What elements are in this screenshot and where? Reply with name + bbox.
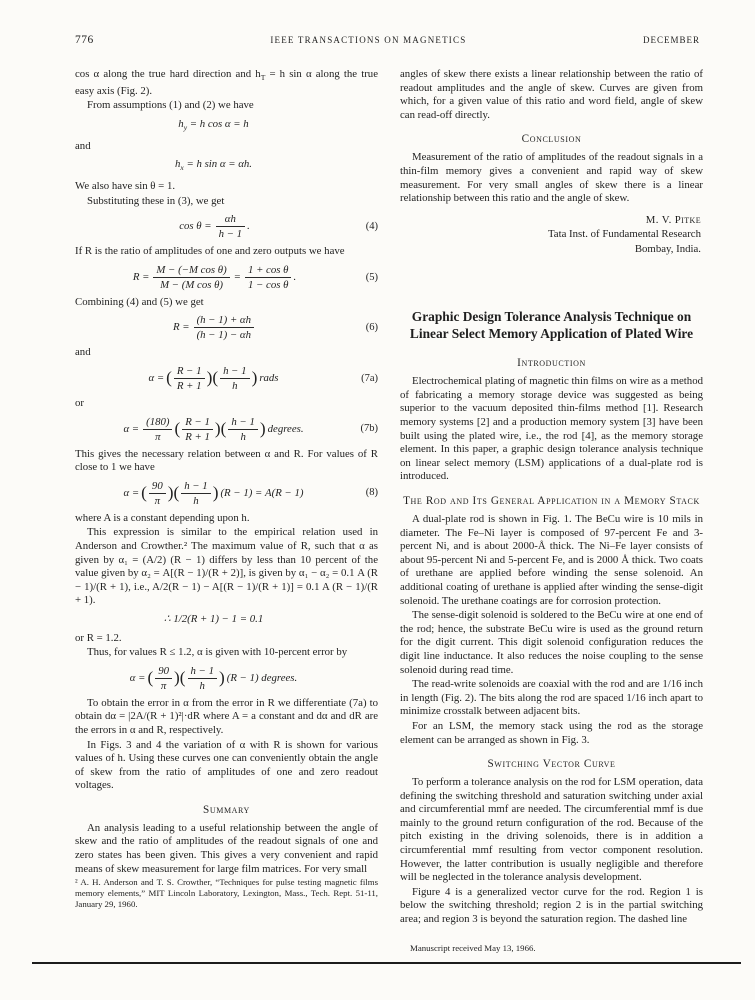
close-paren: ) bbox=[214, 418, 221, 438]
page-bottom-rule bbox=[32, 962, 741, 964]
paragraph: The sense-digit solenoid is soldered to the BeCu wire at one end of the rod; hence, the substrate BeCu wire is used as the ground return for the digit current. This digit solenoid configuration reduces the digit line inductance. It also reduces the noise coupling to the sense solenoid during read time. bbox=[400, 609, 703, 676]
close-paren: ) bbox=[174, 667, 180, 687]
denominator: R + 1 bbox=[185, 430, 210, 443]
math-var: h bbox=[178, 117, 184, 130]
equation-number: (4) bbox=[365, 220, 378, 232]
equation-body bbox=[75, 480, 352, 507]
denominator: (h − 1) − αh bbox=[196, 329, 252, 342]
denominator: R + 1 bbox=[176, 380, 202, 392]
right-column bbox=[400, 68, 703, 954]
close-paren: ) bbox=[218, 667, 225, 687]
subscript: y bbox=[183, 123, 188, 133]
denominator: 1 − cos θ bbox=[247, 278, 289, 291]
denominator: h bbox=[232, 380, 238, 392]
math-text: (R − 1) degrees. bbox=[226, 671, 298, 684]
paragraph: An analysis leading to a useful relationship between the angle of skew and the ratio of amplitudes of the readout signals of one and zero states has been given. This gives a very convenient and rapid means of skew measurement for large film matrices. For very small bbox=[75, 821, 378, 875]
equation-number: (7b) bbox=[360, 423, 378, 435]
open-paren: ( bbox=[212, 368, 219, 388]
denominator: π bbox=[160, 679, 167, 692]
paragraph: or R = 1.2. bbox=[75, 631, 122, 644]
paragraph: Substituting these in (3), we get bbox=[87, 194, 225, 207]
fraction bbox=[149, 480, 166, 507]
close-paren: ) bbox=[259, 418, 266, 438]
denominator: h bbox=[240, 430, 246, 443]
equation-body bbox=[75, 264, 352, 291]
open-paren: ( bbox=[141, 482, 147, 502]
paragraph-continuation: angles of skew there exists a linear relationship between the ratio of readout amplitudes and the angle of skew. Curves are given from which, for a given value of this ratio and word field, angle of skew can read-off directly. bbox=[400, 68, 703, 121]
equation-7a bbox=[75, 365, 378, 392]
fraction bbox=[155, 665, 172, 692]
equation-hy bbox=[75, 118, 378, 135]
section-heading-introduction: Introduction bbox=[517, 357, 586, 370]
section-heading-conclusion: Conclusion bbox=[521, 133, 582, 146]
equation-body bbox=[75, 314, 352, 341]
paragraph: This gives the necessary relation between α and R. For values of R close to 1 we have bbox=[75, 447, 378, 474]
paragraph: From assumptions (1) and (2) we have bbox=[87, 99, 254, 112]
equation-number: (6) bbox=[365, 322, 378, 334]
running-header bbox=[75, 34, 700, 46]
numerator: h − 1 bbox=[181, 480, 210, 494]
equation-4 bbox=[75, 213, 378, 240]
numerator: R − 1 bbox=[182, 416, 213, 430]
author-name: M. V. Pitke bbox=[645, 213, 701, 226]
math-text: (R − 1) = A(R − 1) bbox=[220, 486, 304, 499]
denominator: π bbox=[155, 430, 161, 443]
denominator: M − (M cos θ) bbox=[160, 278, 224, 291]
open-paren: ( bbox=[220, 418, 227, 438]
numerator: h − 1 bbox=[228, 416, 257, 430]
close-paren: ) bbox=[206, 368, 213, 388]
subscript: x bbox=[180, 163, 184, 173]
journal-title: IEEE TRANSACTIONS ON MAGNETICS bbox=[270, 35, 467, 45]
fraction bbox=[174, 365, 205, 392]
fraction bbox=[194, 314, 254, 341]
fraction bbox=[181, 480, 210, 507]
two-column-body bbox=[75, 68, 703, 954]
left-column bbox=[75, 68, 378, 954]
numerator: (h − 1) + αh bbox=[194, 314, 254, 328]
math-text: rads bbox=[259, 371, 279, 384]
math-text: α = bbox=[123, 422, 140, 435]
math-text: α = bbox=[129, 671, 146, 684]
numerator: 1 + cos θ bbox=[245, 264, 291, 278]
issue-month: DECEMBER bbox=[642, 35, 700, 45]
page-number: 776 bbox=[75, 34, 94, 46]
fraction bbox=[153, 264, 229, 291]
numerator: 90 bbox=[149, 480, 166, 494]
paragraph: Electrochemical plating of magnetic thin films on wire as a method of fabricating a memory storage device was suggested as being superior to the vacuum deposited thin-films method [1]. Research memory systems [2] and a production memory system [3] have been built using the plated wire, i.e., the rod [4], as the memory storage element. In this paper, a graphic design tolerance analysis technique on linear select memory (LSM) applications of a dual-plate rod is introduced. bbox=[400, 375, 703, 483]
math-text: R = bbox=[132, 270, 150, 283]
equation-hx bbox=[75, 158, 378, 175]
numerator: (180) bbox=[143, 416, 172, 430]
section-heading-summary: Summary bbox=[203, 803, 250, 816]
equation-body bbox=[75, 213, 352, 240]
open-paren: ( bbox=[147, 667, 154, 687]
paragraph: where A is a constant depending upon h. bbox=[75, 511, 250, 524]
close-paren: ) bbox=[212, 482, 219, 502]
author-affiliation: Tata Inst. of Fundamental Research bbox=[547, 228, 701, 241]
math-text: cos θ = bbox=[179, 220, 212, 233]
open-paren: ( bbox=[174, 418, 181, 438]
paragraph: For an LSM, the memory stack using the rod as the storage element can be arranged as shown in Fig. 3. bbox=[400, 719, 703, 746]
equation-8 bbox=[75, 480, 378, 507]
math-text: = h sin α = αh. bbox=[183, 158, 252, 171]
numerator: M − (−M cos θ) bbox=[153, 264, 229, 278]
paragraph: To perform a tolerance analysis on the rod for LSM operation, data defining the switching threshold and saturation switching under axial and circumferential mmf are needed. The circumferential mmf is due mainly to the ground return configuration of the rod. Because of the pitch existing in the driving solenoids, there is in addition a circumferential mmf resulting from vector component resolution. However, the latter contribution is usually negligible and therefore will be neglected in the tolerance analysis development. bbox=[400, 776, 703, 884]
fraction bbox=[182, 416, 213, 443]
denominator: h bbox=[193, 494, 199, 507]
open-paren: ( bbox=[179, 667, 186, 687]
fraction bbox=[188, 665, 217, 692]
paragraph: This expression is similar to the empirical relation used in Anderson and Crowther.² The maximum value of R, such that α as given by α₁ = (A/2) (R − 1) differs by less than 10 percent of the value given by α₂ = A[(R − 1)/(R + 2)], is given by α₁ − α₂ = 0.1 A (R − 1)/(R + 1), i.e., A/2(R − 1) − A[(R − 1)/(R + 1)] = 0.1 A (R − 1)/(R + 1). bbox=[75, 526, 378, 607]
text-run: = h sin α along the true easy axis (Fig. 2). bbox=[75, 68, 378, 97]
close-paren: ) bbox=[167, 482, 174, 502]
connector-word: and bbox=[75, 139, 91, 152]
equation-body bbox=[75, 118, 352, 135]
math-text: . bbox=[293, 270, 297, 283]
numerator: αh bbox=[216, 213, 245, 227]
numerator: h − 1 bbox=[220, 365, 249, 379]
paragraph: If R is the ratio of amplitudes of one and zero outputs we have bbox=[75, 245, 345, 258]
text-run: cos α along the true hard direction and h bbox=[75, 68, 261, 80]
close-paren: ) bbox=[251, 368, 258, 388]
paragraph: A dual-plate rod is shown in Fig. 1. The BeCu wire is 10 mils in diameter. The Fe–Ni layer is composed of 97-percent Fe and 3-percent Ni, and is about 2000-Å thick. The Ni–Fe layer consists of about 95-percent Ni and 5-percent Fe, and is 2000 Å thick. Two coats of urethane are applied before winding the sense solenoid. An additional coating of urethane is applied after winding the sense-digit solenoid. The urethane coatings are for corrosion protection. bbox=[400, 513, 703, 607]
fraction bbox=[216, 213, 245, 240]
equation-body bbox=[75, 158, 352, 175]
fraction bbox=[143, 416, 172, 443]
section-heading-switching: Switching Vector Curve bbox=[487, 758, 616, 771]
math-text: . bbox=[247, 220, 250, 233]
paragraph: To obtain the error in α from the error in R we differentiate (7a) to obtain dα = |2A/(R + 1)²|·dR where A = a constant and dα and dR are the errors in α and R, respectively. bbox=[75, 696, 378, 736]
equation-5 bbox=[75, 264, 378, 291]
paragraph-continuation bbox=[75, 68, 378, 98]
open-paren: ( bbox=[166, 368, 172, 388]
math-text: degrees. bbox=[267, 422, 304, 435]
author-block bbox=[400, 213, 701, 257]
equation-number: (7a) bbox=[361, 372, 378, 384]
equation-therefore bbox=[75, 613, 378, 627]
denominator: h bbox=[199, 679, 205, 692]
author-city: Bombay, India. bbox=[634, 242, 701, 255]
paragraph: Combining (4) and (5) we get bbox=[75, 295, 204, 308]
equation-number: (8) bbox=[365, 487, 378, 499]
equation-number: (5) bbox=[365, 271, 378, 283]
open-paren: ( bbox=[173, 482, 180, 502]
math-var: h bbox=[175, 158, 181, 171]
numerator: R − 1 bbox=[174, 365, 205, 379]
article-title: Graphic Design Tolerance Analysis Technique on Linear Select Memory Application of Plated Wire bbox=[409, 309, 694, 342]
paragraph: Measurement of the ratio of amplitudes of the readout signals in a thin-film memory gives a convenient and rapid way of skew measurement. For very small angles of skew there is a linear relationship between this ratio and the angle of skew. bbox=[400, 151, 703, 205]
numerator: h − 1 bbox=[188, 665, 217, 679]
footnote-manuscript: Manuscript received May 13, 1966. bbox=[410, 942, 536, 953]
section-heading-rod: The Rod and Its General Application in a Memory Stack bbox=[403, 495, 700, 507]
fraction bbox=[228, 416, 257, 443]
connector-word: and bbox=[75, 346, 91, 359]
equation-body bbox=[75, 416, 352, 443]
fraction bbox=[245, 264, 291, 291]
footnote-reference: ² A. H. Anderson and T. S. Crowther, “Techniques for pulse testing magnetic films memory elements,” MIT Lincoln Laboratory, Lexington, Mass., Tech. Rept. 51-11, January 29, 1960. bbox=[75, 877, 378, 909]
connector-word: or bbox=[75, 397, 84, 409]
denominator: π bbox=[154, 494, 161, 507]
equation-ten-percent bbox=[75, 665, 378, 692]
numerator: 90 bbox=[155, 665, 172, 679]
paragraph: In Figs. 3 and 4 the variation of α with R is shown for various values of h. Using these curves one can conveniently obtain the angle of skew from the ratio of amplitudes of one and zero readout voltages. bbox=[75, 738, 378, 792]
subscript: T bbox=[260, 73, 266, 83]
equation-body bbox=[75, 365, 352, 392]
equation-7b bbox=[75, 416, 378, 443]
paragraph: Figure 4 is a generalized vector curve for the rod. Region 1 is below the switching threshold; region 2 is in the partial switching area; and region 3 is beyond the saturation region. The dashed line bbox=[400, 885, 703, 926]
equation-body bbox=[75, 665, 352, 692]
paragraph: We also have sin θ = 1. bbox=[75, 180, 176, 193]
math-text: = h cos α = h bbox=[187, 117, 249, 130]
fraction bbox=[220, 365, 249, 392]
math-text: α = bbox=[123, 486, 140, 499]
math-text: R = bbox=[172, 321, 190, 334]
equation-6 bbox=[75, 314, 378, 341]
paragraph: The read-write solenoids are coaxial with the rod and are 1/16 inch in length (Fig. 2). The bits along the rod are spaced 1/16 inch apart to minimize crosstalk between adjacent bits. bbox=[400, 678, 703, 718]
math-text: α = bbox=[148, 371, 165, 384]
denominator: h − 1 bbox=[218, 228, 243, 241]
math-text: = bbox=[233, 270, 241, 283]
equation-body: ∴ 1/2(R + 1) − 1 = 0.1 bbox=[163, 612, 264, 625]
paragraph: Thus, for values R ≤ 1.2, α is given with 10-percent error by bbox=[87, 646, 348, 659]
